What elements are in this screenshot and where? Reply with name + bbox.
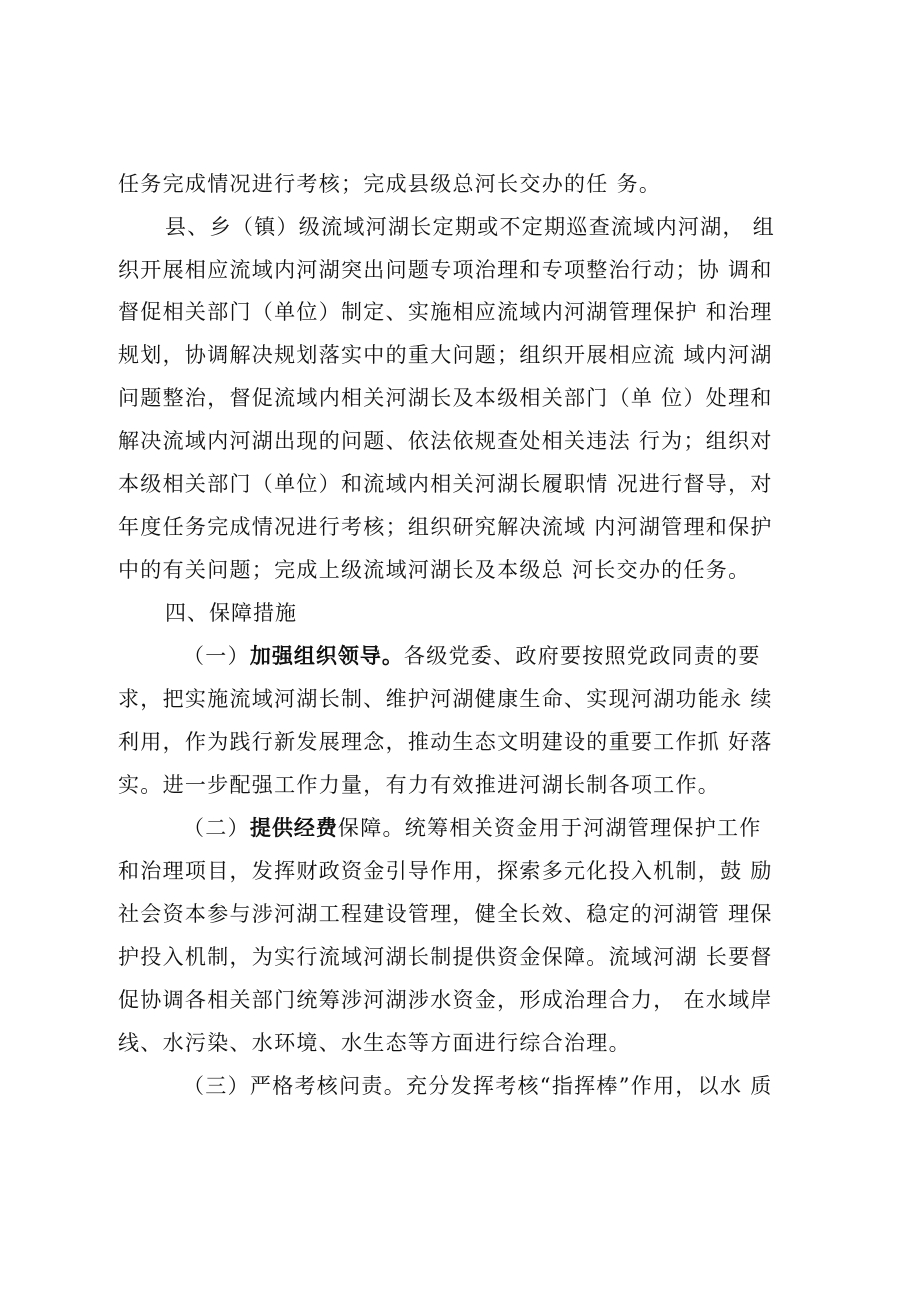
- body-line: 本级相关部门（单位）和流域内相关河湖长履职情 况进行督导，对: [118, 472, 773, 496]
- section-1-prefix: （一）: [183, 644, 250, 668]
- body-line: 利用，作为践行新发展理念，推动生态文明建设的重要工作抓 好落: [118, 730, 773, 754]
- section-2-prefix: （二）: [183, 816, 250, 840]
- body-line: 实。进一步配强工作力量，有力有效推进河湖长制各项工作。: [118, 773, 721, 797]
- body-line: 规划，协调解决规划落实中的重大问题；组织开展相应流 域内河湖: [118, 343, 773, 367]
- section-3-first-line: （三）严格考核问责。充分发挥考核“指挥棒”作用，以水 质: [183, 1074, 773, 1098]
- section-heading: 四、保障措施: [165, 601, 297, 625]
- section-1-first-line: [183, 642, 873, 670]
- body-line: 社会资本参与涉河湖工程建设管理，健全长效、稳定的河湖管 理保: [118, 902, 773, 926]
- body-line: 解决流域内河湖出现的问题、依法依规查处相关违法 行为；组织对: [118, 429, 773, 453]
- body-line: 促协调各相关部门统筹涉河湖涉水资金，形成治理合力， 在水域岸: [118, 988, 773, 1012]
- body-line: 年度任务完成情况进行考核；组织研究解决流域 内河湖管理和保护: [118, 515, 773, 539]
- body-line: 护投入机制，为实行流域河湖长制提供资金保障。流域河湖 长要督: [118, 945, 773, 969]
- section-2-text: 保障。统筹相关资金用于河湖管理保护工作: [337, 816, 762, 840]
- body-line: 县、乡（镇）级流域河湖长定期或不定期巡查流域内河湖， 组: [165, 215, 776, 239]
- body-line: 织开展相应流域内河湖突出问题专项治理和专项整治行动；协 调和: [118, 258, 773, 282]
- body-line: 问题整治，督促流域内相关河湖长及本级相关部门（单 位）处理和: [118, 386, 773, 410]
- body-line: 求，把实施流域河湖长制、维护河湖健康生命、实现河湖功能永 续: [118, 687, 773, 711]
- section-2-first-line: [183, 814, 873, 842]
- body-line: 中的有关问题；完成上级流域河湖长及本级总 河长交办的任务。: [118, 558, 751, 582]
- section-2-title: 提供经费: [249, 816, 338, 840]
- section-1-title: 加强组织领导。: [249, 644, 404, 668]
- body-line: 任务完成情况进行考核；完成县级总河长交办的任 务。: [118, 172, 662, 196]
- body-line: 线、水污染、水环境、水生态等方面进行综合治理。: [118, 1031, 631, 1055]
- body-line: 和治理项目，发挥财政资金引导作用，探索多元化投入机制，鼓 励: [118, 859, 773, 883]
- body-line: 督促相关部门（单位）制定、实施相应流域内河湖管理保护 和治理: [118, 300, 773, 324]
- section-1-text: 各级党委、政府要按照党政同责的要: [403, 644, 761, 668]
